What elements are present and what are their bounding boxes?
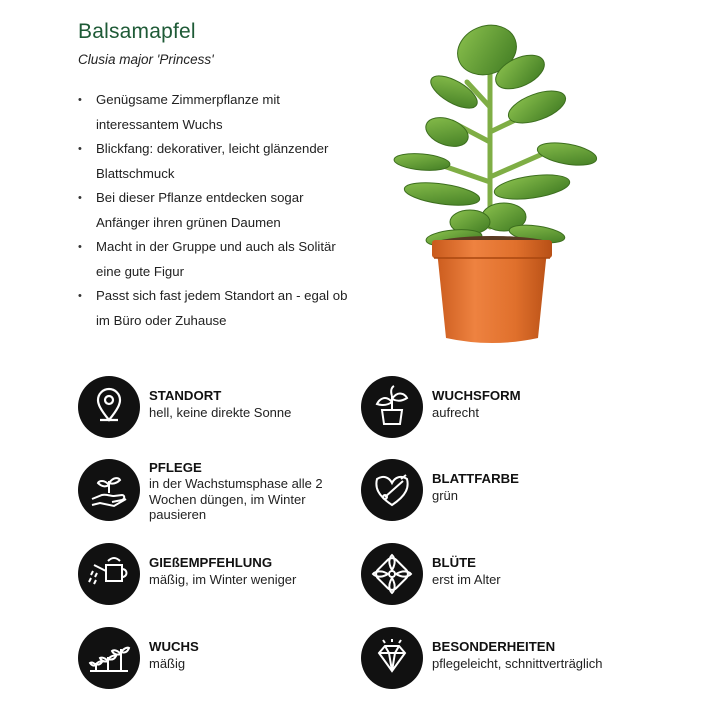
bullet-line: eine gute Figur — [96, 263, 184, 279]
bullet-line: Genügsame Zimmerpflanze mit — [96, 92, 280, 107]
feature-label: PFLEGE — [149, 460, 202, 475]
feature-value: aufrecht — [432, 405, 479, 420]
bullet-line: im Büro oder Zuhause — [96, 312, 227, 328]
potted-plant-icon — [361, 376, 423, 438]
feature-value: mäßig — [149, 656, 186, 671]
bullet-item — [78, 235, 368, 284]
location-pin-icon — [78, 376, 140, 438]
feature-blattfarbe — [361, 459, 661, 523]
bullet-item — [78, 137, 368, 186]
feature-besonderheiten — [361, 627, 661, 691]
plant-product-image — [392, 12, 612, 348]
feature-value: hell, keine direkte Sonne — [149, 405, 292, 420]
product-title: Balsamapfel — [78, 20, 196, 43]
diamond-icon — [361, 627, 423, 689]
bullet-line: Bei dieser Pflanze entdecken sogar — [96, 190, 304, 205]
bullet-line: Anfänger ihren grünen Daumen — [96, 214, 281, 230]
feature-label: GIEßEMPFEHLUNG — [149, 555, 273, 570]
feature-bluete — [361, 543, 661, 607]
feature-value: erst im Alter — [432, 572, 501, 587]
bullet-item — [78, 284, 368, 333]
bullet-item — [78, 88, 368, 137]
feature-standort — [78, 376, 378, 440]
feature-bullet-list — [78, 88, 368, 333]
feature-giessen — [78, 543, 378, 607]
bullet-line: Macht in der Gruppe und auch als Solitär — [96, 239, 336, 254]
feature-label: BLATTFARBE — [432, 471, 519, 486]
botanical-name: Clusia major 'Princess' — [78, 52, 214, 67]
feature-label: BLÜTE — [432, 555, 476, 570]
bullet-item — [78, 186, 368, 235]
feature-value: pflegeleicht, schnittverträglich — [432, 656, 603, 671]
feature-pflege — [78, 459, 378, 523]
feature-label: WUCHS — [149, 639, 199, 654]
leaf-brush-icon — [361, 459, 423, 521]
hand-seedling-icon — [78, 459, 140, 521]
feature-label: WUCHSFORM — [432, 388, 521, 403]
flower-icon — [361, 543, 423, 605]
bullet-line: interessantem Wuchs — [96, 116, 223, 132]
feature-value: in der Wachstumsphase alle 2 Wochen düngen, im Winter pausieren — [149, 476, 323, 522]
watering-can-icon — [78, 543, 140, 605]
feature-label: STANDORT — [149, 388, 222, 403]
bullet-line: Blattschmuck — [96, 165, 175, 181]
feature-wuchs — [78, 627, 378, 691]
bullet-line: Passt sich fast jedem Standort an - egal ob — [96, 288, 348, 303]
bullet-line: Blickfang: dekorativer, leicht glänzender — [96, 141, 329, 156]
feature-value: mäßig, im Winter weniger — [149, 572, 297, 587]
growth-plants-icon — [78, 627, 140, 689]
feature-wuchsform — [361, 376, 661, 440]
feature-value: grün — [432, 488, 459, 503]
feature-label: BESONDERHEITEN — [432, 639, 556, 654]
